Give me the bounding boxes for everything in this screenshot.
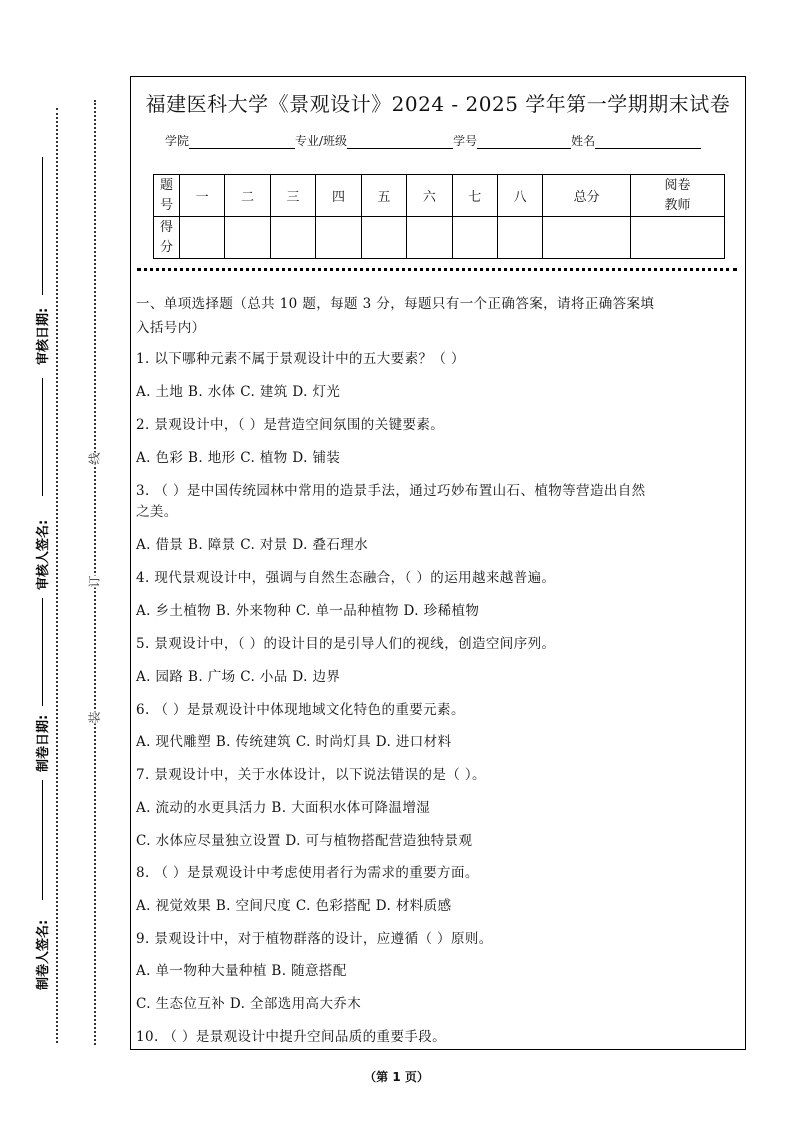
option-line: A. 视觉效果 B. 空间尺度 C. 色彩搭配 D. 材料质感	[136, 898, 452, 914]
question-line-cont: 之美。	[136, 504, 178, 520]
option-line: C. 水体应尽量独立设置 D. 可与植物搭配营造独特景观	[136, 833, 473, 849]
option-line: C. 生态位互补 D. 全部选用高大乔木	[136, 996, 362, 1012]
question-line: 3. （ ）是中国传统园林中常用的造景手法，通过巧妙布置山石、植物等营造出自然	[136, 483, 646, 499]
column-head: 七	[452, 175, 497, 217]
make-date-line	[42, 598, 43, 706]
review-date-label: 审核日期:	[36, 307, 51, 365]
column-head: 三	[270, 175, 315, 217]
score-cell[interactable]	[497, 217, 542, 259]
column-head: 六	[407, 175, 452, 217]
bind-line-char: 线	[87, 452, 102, 465]
bind-fix-char: 装	[87, 711, 102, 724]
score-cell[interactable]	[270, 217, 315, 259]
major-field[interactable]	[347, 135, 453, 149]
section-heading: 一、单项选择题（总共 10 题，每题 3 分，每题只有一个正确答案，请将正确答案填	[136, 296, 655, 312]
reviewer-sign-label: 审核人签名:	[36, 519, 51, 590]
maker-sign-label: 制卷人签名:	[36, 919, 51, 990]
page-title: 福建医科大学《景观设计》2024 - 2025 学年第一学期期末试卷	[145, 92, 731, 116]
college-field[interactable]	[189, 135, 295, 149]
score-cell[interactable]	[452, 217, 497, 259]
major-label: 专业/班级	[295, 134, 348, 148]
question-line: 1. 以下哪种元素不属于景观设计中的五大要素？（ ）	[136, 351, 465, 367]
score-table	[153, 174, 725, 259]
outer-dotted-line	[56, 108, 58, 1043]
college-label: 学院	[165, 134, 190, 148]
name-label: 姓名	[571, 134, 596, 148]
score-cell[interactable]	[407, 217, 452, 259]
question-line: 10. （ ）是景观设计中提升空间品质的重要手段。	[136, 1029, 447, 1045]
question-line: 9. 景观设计中，对于植物群落的设计，应遵循（ ）原则。	[136, 931, 493, 947]
column-head: 八	[497, 175, 542, 217]
section-divider	[137, 268, 737, 271]
score-cell[interactable]	[543, 217, 631, 259]
maker-sign-line	[42, 780, 43, 900]
question-number-row	[154, 175, 725, 217]
score-cell[interactable]	[631, 217, 725, 259]
option-line: A. 流动的水更具活力 B. 大面积水体可降温增湿	[136, 800, 431, 816]
score-cell[interactable]	[225, 217, 270, 259]
score-cell[interactable]	[316, 217, 361, 259]
student-id-label: 学号	[453, 134, 478, 148]
question-line: 4. 现代景观设计中，强调与自然生态融合，（ ）的运用越来越普遍。	[136, 570, 556, 586]
option-line: A. 土地 B. 水体 C. 建筑 D. 灯光	[136, 384, 341, 400]
reviewer-sign-line	[42, 378, 43, 496]
exam-paper	[130, 76, 746, 1050]
reviewer-header: 阅卷 教师	[631, 175, 725, 217]
question-line: 8. （ ）是景观设计中考虑使用者行为需求的重要方面。	[136, 865, 479, 881]
bind-order-char: 订	[87, 575, 102, 588]
score-cell[interactable]	[180, 217, 225, 259]
name-field[interactable]	[595, 135, 701, 149]
option-line: A. 借景 B. 障景 C. 对景 D. 叠石理水	[136, 537, 369, 553]
review-date-line	[42, 157, 43, 295]
inner-dotted-line	[94, 100, 96, 1045]
question-line: 6. （ ）是景观设计中体现地域文化特色的重要元素。	[136, 702, 465, 718]
column-head: 二	[225, 175, 270, 217]
column-head: 一	[180, 175, 225, 217]
question-line: 2. 景观设计中，（ ）是营造空间氛围的关键要素。	[136, 417, 445, 433]
column-head: 四	[316, 175, 361, 217]
section-heading-cont: 入括号内）	[136, 320, 206, 336]
option-line: A. 色彩 B. 地形 C. 植物 D. 铺装	[136, 450, 341, 466]
make-date-label: 制卷日期:	[36, 714, 51, 772]
score-row	[154, 217, 725, 259]
question-line: 7. 景观设计中，关于水体设计，以下说法错误的是（ ）。	[136, 767, 486, 783]
question-number-header: 题 号	[154, 175, 180, 217]
page-number: （第 1 页）	[364, 1070, 429, 1084]
option-line: A. 园路 B. 广场 C. 小品 D. 边界	[136, 669, 341, 685]
column-head: 五	[361, 175, 406, 217]
question-line: 5. 景观设计中，（ ）的设计目的是引导人们的视线，创造空间序列。	[136, 636, 556, 652]
column-head: 总分	[543, 175, 631, 217]
option-line: A. 现代雕塑 B. 传统建筑 C. 时尚灯具 D. 进口材料	[136, 734, 452, 750]
score-header: 得 分	[154, 217, 180, 259]
student-id-field[interactable]	[477, 135, 571, 149]
option-line: A. 乡土植物 B. 外来物种 C. 单一品种植物 D. 珍稀植物	[136, 603, 480, 619]
student-info-row	[165, 132, 701, 149]
option-line: A. 单一物种大量种植 B. 随意搭配	[136, 963, 347, 979]
score-cell[interactable]	[361, 217, 406, 259]
